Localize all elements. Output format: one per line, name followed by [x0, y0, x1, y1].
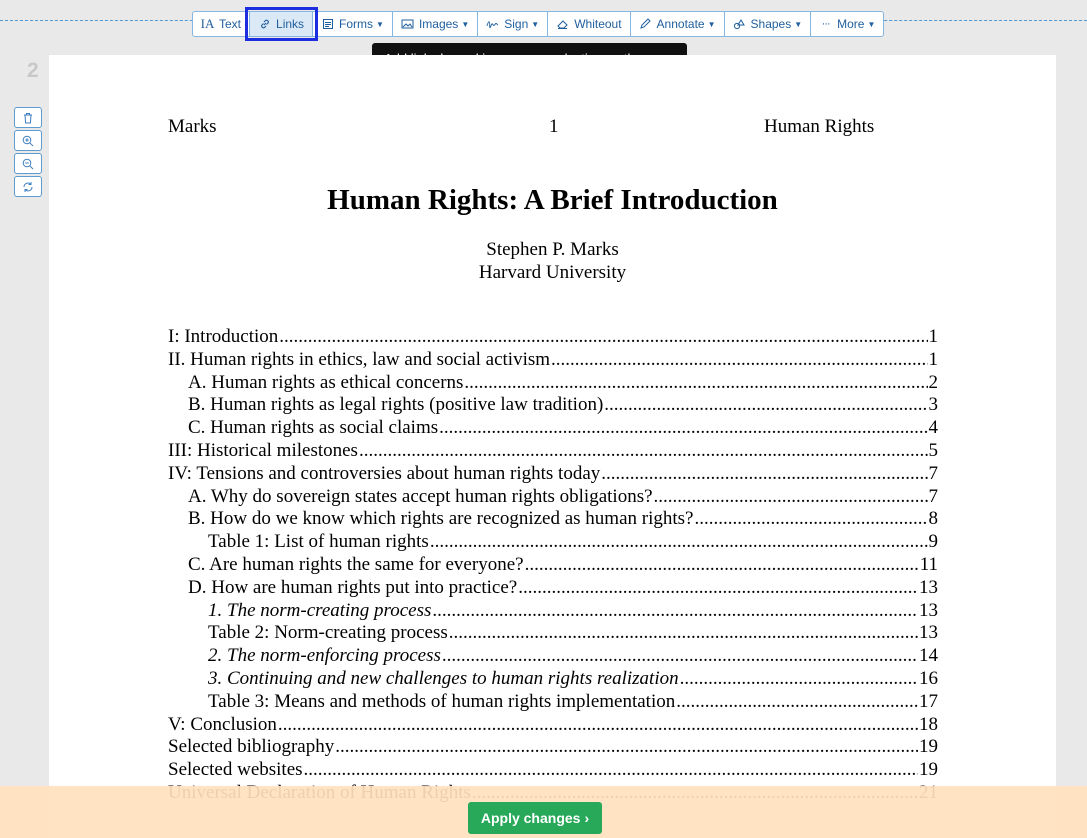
toc-entry: [168, 463, 938, 486]
toc-leader-dots: [278, 714, 918, 737]
toc-entry: [168, 622, 938, 645]
toolbar-shapes-button[interactable]: [725, 12, 812, 36]
toc-leader-dots: [449, 622, 918, 645]
toc-entry: [168, 394, 938, 417]
toc-entry: [168, 691, 938, 714]
toc-entry: [168, 714, 938, 737]
toolbar-images-label: Images: [418, 17, 459, 31]
document-title: Human Rights: A Brief Introduction: [327, 184, 778, 216]
toc-entry-page: 8: [928, 508, 938, 530]
toolbar-whiteout-label: Whiteout: [574, 17, 622, 31]
toc-entry: [168, 577, 938, 600]
author-name: Stephen P. Marks: [486, 239, 619, 260]
toc-leader-dots: [525, 554, 919, 577]
author-affiliation: Harvard University: [478, 262, 627, 283]
signature-icon: [486, 18, 499, 31]
toc-leader-dots: [518, 577, 918, 600]
toolbar-sign-label: Sign: [504, 17, 529, 31]
toc-leader-dots: [464, 372, 927, 395]
caret-down-icon: ▼: [867, 19, 876, 29]
toc-entry-label: A. Why do sovereign states accept human rights obligations?: [188, 485, 653, 507]
toc-entry-page: 1: [928, 348, 938, 370]
toolbar-forms-button[interactable]: [313, 12, 393, 36]
toc-entry: [168, 554, 938, 577]
toolbar-links-label: Links: [276, 17, 305, 31]
toc-leader-dots: [432, 600, 918, 623]
text-icon: IA: [200, 16, 215, 31]
toc-entry-label: 2. The norm-enforcing process: [208, 645, 441, 667]
chevron-right-icon: ›: [584, 810, 590, 826]
trash-icon: [22, 112, 34, 124]
toc-leader-dots: [551, 349, 927, 372]
toc-entry-page: 2: [928, 371, 938, 393]
eraser-icon: [556, 18, 569, 31]
toc-entry-page: 17: [919, 690, 938, 712]
toc-leader-dots: [430, 531, 928, 554]
toc-entry: [168, 531, 938, 554]
toc-entry-page: 3: [928, 394, 938, 416]
toc-leader-dots: [304, 759, 918, 782]
dots-icon: ···: [821, 18, 830, 30]
toc-entry: [168, 600, 938, 623]
caret-down-icon: ▼: [707, 19, 716, 29]
toc-entry: [168, 349, 938, 372]
toc-entry-label: C. Are human rights the same for everyone?: [188, 553, 524, 575]
toc-entry-label: B. How do we know which rights are recognized as human rights?: [188, 508, 694, 530]
toc-entry-label: Table 3: Means and methods of human rights implementation: [208, 690, 676, 712]
delete-page-button[interactable]: [14, 107, 42, 128]
toolbar-images-button[interactable]: [393, 12, 478, 36]
toc-entry: [168, 508, 938, 531]
zoom-out-icon: [22, 158, 34, 170]
apply-changes-button[interactable]: [468, 802, 602, 834]
toc-leader-dots: [604, 394, 927, 417]
toc-entry-page: 19: [919, 736, 938, 758]
running-header-page: 1: [549, 116, 559, 137]
toc-entry-label: 1. The norm-creating process: [208, 599, 432, 621]
caret-down-icon: ▼: [461, 19, 470, 29]
toc-entry-page: 13: [919, 622, 938, 644]
toc-entry-page: 11: [919, 553, 938, 575]
toc-entry-page: 4: [928, 417, 938, 439]
toc-entry-page: 14: [919, 645, 938, 667]
table-of-contents: [168, 326, 938, 805]
toc-entry-page: 13: [919, 576, 938, 598]
toc-entry-label: 3. Continuing and new challenges to human rights realization: [208, 667, 679, 689]
toc-entry-label: Selected bibliography: [168, 736, 335, 758]
toc-entry: [168, 736, 938, 759]
toolbar-text-label: Text: [219, 17, 242, 31]
toc-entry: [168, 668, 938, 691]
running-header-title: Human Rights: [764, 116, 875, 137]
page-side-tools: [14, 107, 42, 197]
toc-entry-page: 19: [919, 759, 938, 781]
toc-entry-page: 16: [919, 667, 938, 689]
toc-leader-dots: [442, 645, 918, 668]
toolbar-forms-label: Forms: [339, 17, 374, 31]
caret-down-icon: ▼: [376, 19, 384, 29]
toc-entry-label: Selected websites: [168, 759, 303, 781]
caret-down-icon: ▼: [531, 19, 540, 29]
toc-entry-label: I: Introduction: [168, 326, 279, 347]
toc-entry: [168, 486, 938, 509]
toc-leader-dots: [695, 508, 928, 531]
toc-entry: [168, 440, 938, 463]
page-number: 2: [27, 59, 39, 82]
toc-entry: [168, 645, 938, 668]
toc-leader-dots: [654, 486, 928, 509]
toc-entry-page: 7: [928, 485, 938, 507]
toolbar-text-button[interactable]: [193, 12, 250, 36]
zoom-out-button[interactable]: [14, 153, 42, 174]
caret-down-icon: ▼: [794, 19, 803, 29]
shapes-icon: [733, 18, 746, 31]
toc-entry-label: C. Human rights as social claims: [188, 417, 439, 439]
toc-entry-page: 1: [928, 326, 938, 347]
toc-entry-label: Table 1: List of human rights: [208, 531, 429, 553]
toc-entry-page: 5: [928, 439, 938, 461]
link-icon: [258, 18, 271, 31]
document-author-block: [49, 238, 1056, 284]
toolbar-whiteout-button[interactable]: [548, 12, 630, 36]
toolbar-shapes-label: Shapes: [750, 17, 792, 31]
toc-entry-page: 9: [928, 531, 938, 553]
pen-icon: [639, 18, 652, 31]
toc-entry-label: Table 2: Norm-creating process: [208, 622, 448, 644]
toc-entry-label: IV: Tensions and controversies about human rights today: [168, 462, 601, 484]
form-icon: [321, 18, 334, 31]
toc-leader-dots: [680, 668, 918, 691]
toc-leader-dots: [601, 463, 927, 486]
toc-entry: [168, 759, 938, 782]
toolbar-links-button[interactable]: [250, 12, 313, 36]
toc-leader-dots: [335, 736, 918, 759]
toc-entry-label: D. How are human rights put into practice?: [188, 576, 518, 598]
image-icon: [401, 18, 414, 31]
rotate-page-button[interactable]: [14, 176, 42, 197]
zoom-in-icon: [22, 135, 34, 147]
toc-leader-dots: [279, 326, 927, 349]
document-page[interactable]: [49, 55, 1056, 838]
toolbar-sign-button[interactable]: [478, 12, 548, 36]
zoom-in-button[interactable]: [14, 130, 42, 151]
toc-entry-page: 18: [919, 713, 938, 735]
rotate-icon: [22, 181, 34, 193]
toc-entry: [168, 417, 938, 440]
toc-leader-dots: [676, 691, 918, 714]
toolbar-more-button[interactable]: [811, 12, 883, 36]
toolbar-annotate-label: Annotate: [656, 17, 705, 31]
apply-changes-label: Apply changes: [480, 810, 581, 826]
toc-entry-label: V: Conclusion: [168, 713, 277, 735]
toc-entry-label: A. Human rights as ethical concerns: [188, 371, 464, 393]
toc-entry: [168, 326, 938, 349]
running-header-author: Marks: [168, 116, 217, 137]
toc-entry-label: B. Human rights as legal rights (positive law tradition): [188, 394, 604, 416]
toc-leader-dots: [439, 417, 927, 440]
toc-entry-page: 7: [928, 462, 938, 484]
toolbar-annotate-button[interactable]: [631, 12, 725, 36]
toc-entry-page: 13: [919, 599, 938, 621]
toolbar-more-label: More: [837, 17, 865, 31]
toc-leader-dots: [359, 440, 928, 463]
toc-entry-label: III: Historical milestones: [168, 439, 358, 461]
toc-entry-label: II. Human rights in ethics, law and social activism: [168, 348, 551, 370]
toc-entry: [168, 372, 938, 395]
edit-toolbar: [192, 11, 884, 37]
